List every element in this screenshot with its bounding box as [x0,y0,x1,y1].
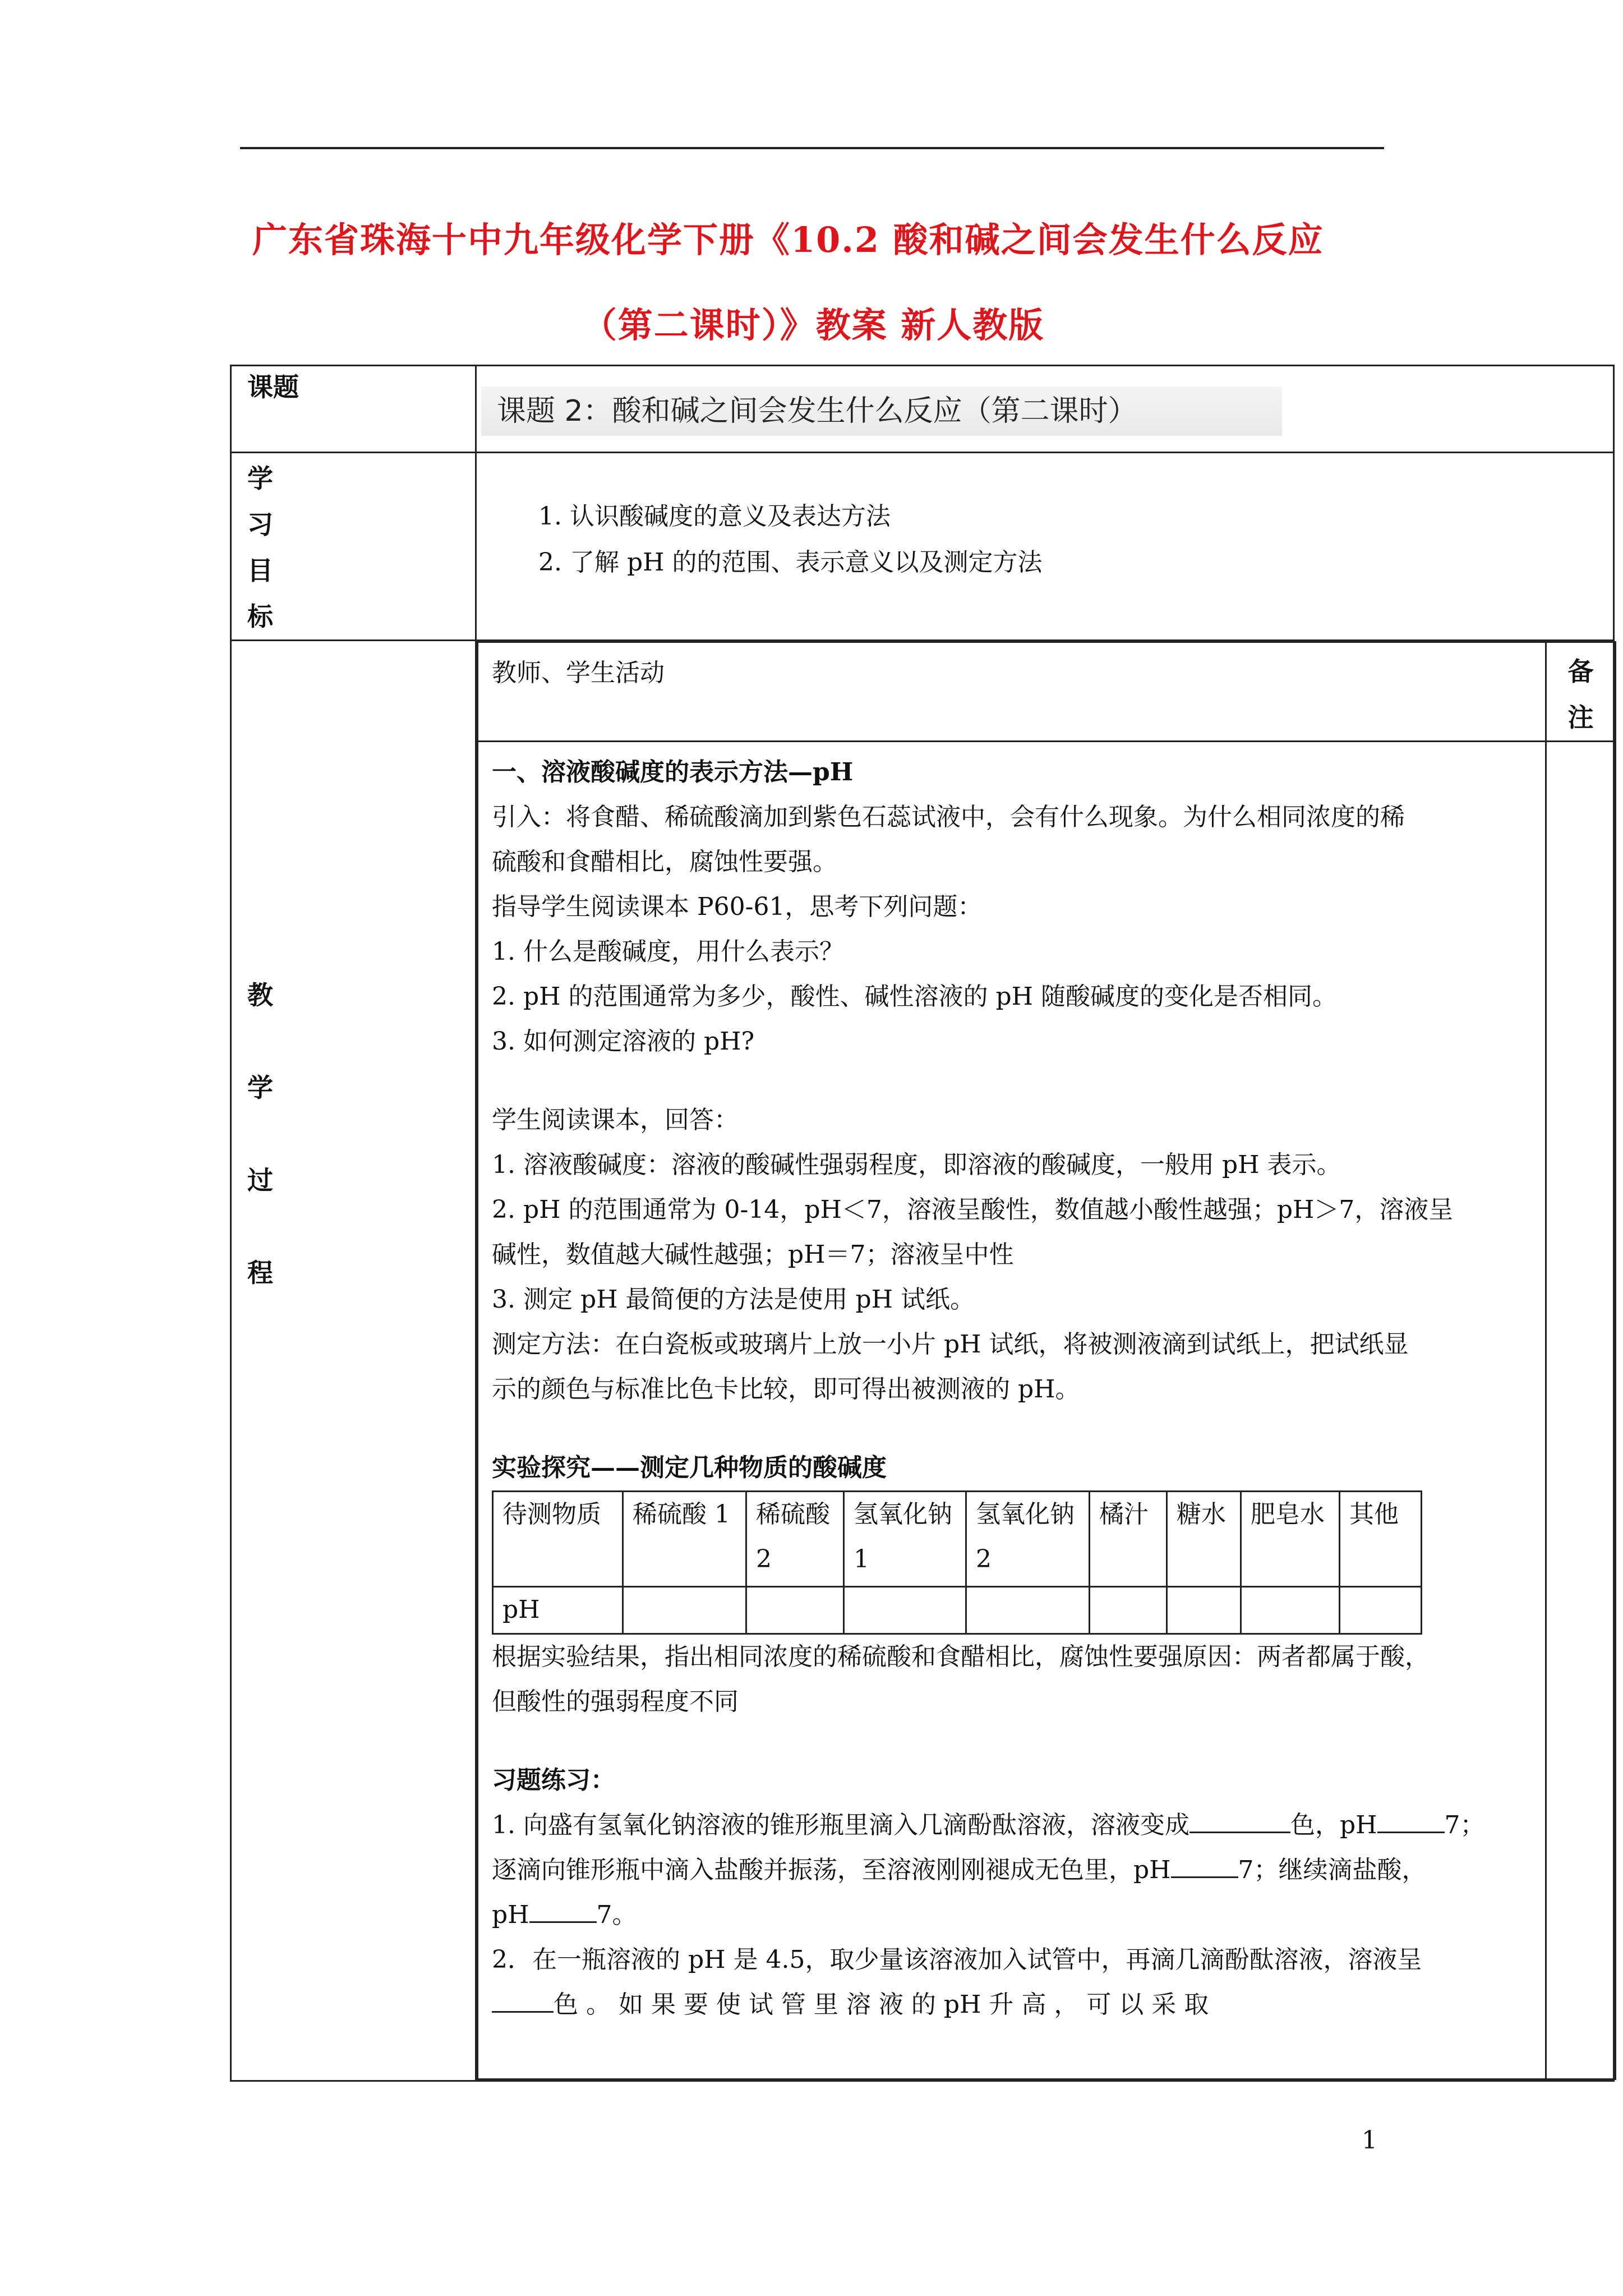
answer-blank [492,1983,554,2013]
question: 2. pH 的范围通常为多少，酸性、碱性溶液的 pH 随酸碱度的变化是否相同。 [492,982,1337,1011]
activity-header: 教师、学生活动 [492,659,665,687]
paragraph: 指导学生阅读课本 P60-61，思考下列问题： [492,892,983,921]
experiment-value-cell [844,1587,966,1634]
question: 3. 如何测定溶液的 pH? [492,1027,755,1056]
experiment-value-cell [746,1587,844,1634]
experiment-header-cell: 稀硫酸 2 [746,1492,844,1587]
notes-header-char: 备 [1567,656,1594,687]
goals-label-cell [231,453,476,641]
notes-header-cell [1546,642,1616,742]
paragraph: 学生阅读课本，回答： [492,1106,739,1134]
experiment-header-cell: 氢氧化钠 1 [844,1492,966,1587]
answer: 3. 测定 pH 最简便的方法是使用 pH 试纸。 [492,1285,975,1314]
section-title: 一、溶液酸碱度的表示方法—pH [492,758,854,786]
experiment-header-cell: 待测物质 [493,1492,623,1587]
experiment-value-cell [1090,1587,1167,1634]
notes-content-cell [1546,742,1616,2079]
experiment-header-cell: 橘汁 [1090,1492,1167,1587]
goals-label-char: 学 [247,463,273,494]
experiment-table [492,1490,1422,1635]
exercise-line: 色 。 如 果 要 使 试 管 里 溶 液 的 pH 升 高 ， 可 以 采 取 [492,1982,1534,2027]
answer: 1. 溶液酸碱度：溶液的酸碱性强弱程度，即溶液的酸碱度，一般用 pH 表示。 [492,1151,1341,1179]
experiment-value-cell [966,1587,1090,1634]
notes-header-char: 注 [1567,702,1594,733]
document-title-line2: （第二课时）》教案 新人教版 [582,305,1045,346]
goals-label-char: 标 [247,601,273,632]
topic-value-cell [476,366,1614,453]
experiment-header-cell: 糖水 [1167,1492,1241,1587]
experiment-value-cell [1241,1587,1340,1634]
goals-label-char: 习 [247,509,273,540]
goals-cell [476,453,1614,641]
experiment-header-cell: 其他 [1340,1492,1422,1587]
paragraph: 根据实验结果，指出相同浓度的稀硫酸和食醋相比，腐蚀性要强原因：两者都属于酸， [492,1642,1430,1671]
exercise-title: 习题练习： [492,1766,615,1795]
goals-label-char: 目 [247,555,273,586]
exercise-line: pH 7。 [492,1893,1534,1938]
answer: 碱性，数值越大碱性越强；pH＝7；溶液呈中性 [492,1240,1014,1269]
paragraph: 引入：将食醋、稀硫酸滴加到紫色石蕊试液中，会有什么现象。为什么相同浓度的稀 [492,803,1405,831]
activity-content [478,742,1545,2027]
topic-value: 课题 2：酸和碱之间会发生什么反应（第二课时） [481,386,1282,436]
activity-content-cell [478,742,1546,2079]
experiment-title: 实验探究——测定几种物质的酸碱度 [492,1453,887,1482]
paragraph: 测定方法：在白瓷板或玻璃片上放一小片 pH 试纸，将被测液滴到试纸上，把试纸显 [492,1330,1409,1359]
process-label-char: 教 [247,980,273,1010]
exercise-line: 1. 向盛有氢氧化钠溶液的锥形瓶里滴入几滴酚酞溶液，溶液变成 色，pH 7； [492,1803,1534,1848]
answer-blank [1171,1848,1238,1878]
experiment-value-cell [1340,1587,1422,1634]
answer-blank [1189,1803,1290,1833]
answer: 2. pH 的范围通常为 0-14，pH＜7，溶液呈酸性，数值越小酸性越强；pH＞7，溶液呈 [492,1195,1454,1224]
paragraph: 示的颜色与标准比色卡比较，即可得出被测液的 pH。 [492,1375,1080,1404]
exercise-line: 逐滴向锥形瓶中滴入盐酸并振荡，至溶液刚刚褪成无色里，pH 7；继续滴盐酸， [492,1848,1534,1893]
experiment-header-cell: 稀硫酸 1 [623,1492,746,1587]
experiment-header-cell: 氢氧化钠 2 [966,1492,1090,1587]
experiment-value-cell [623,1587,746,1634]
experiment-value-cell [1167,1587,1241,1634]
process-label-char: 程 [247,1258,273,1288]
lesson-plan-table [230,365,1615,2082]
process-cell [476,641,1614,2081]
paragraph: 硫酸和食醋相比，腐蚀性要强。 [492,848,837,876]
exercise-line: 2．在一瓶溶液的 pH 是 4.5，取少量该溶液加入试管中，再滴几滴酚酞溶液，溶液呈 [492,1945,1422,1974]
process-label-cell [231,641,476,2081]
topic-label-cell [231,366,476,453]
header-rule [240,147,1384,149]
activity-header-cell [478,642,1546,742]
document-title-line1: 广东省珠海十中九年级化学下册《10.2 酸和碱之间会发生什么反应 [252,219,1324,260]
goal-item: 2. 了解 pH 的的范围、表示意义以及测定方法 [538,548,1043,577]
process-label-char: 学 [247,1073,273,1103]
process-label-char: 过 [247,1165,273,1195]
topic-label: 课题 [247,372,299,402]
goal-item: 1. 认识酸碱度的意义及表达方法 [538,502,891,531]
answer-blank [529,1893,597,1923]
answer-blank [1377,1803,1445,1833]
page-number: 1 [1362,2126,1377,2155]
activity-table [477,641,1616,2080]
experiment-header-cell: 肥皂水 [1241,1492,1340,1587]
experiment-row-label: pH [493,1587,623,1634]
question: 1. 什么是酸碱度，用什么表示？ [492,937,844,966]
paragraph: 但酸性的强弱程度不同 [492,1687,739,1716]
